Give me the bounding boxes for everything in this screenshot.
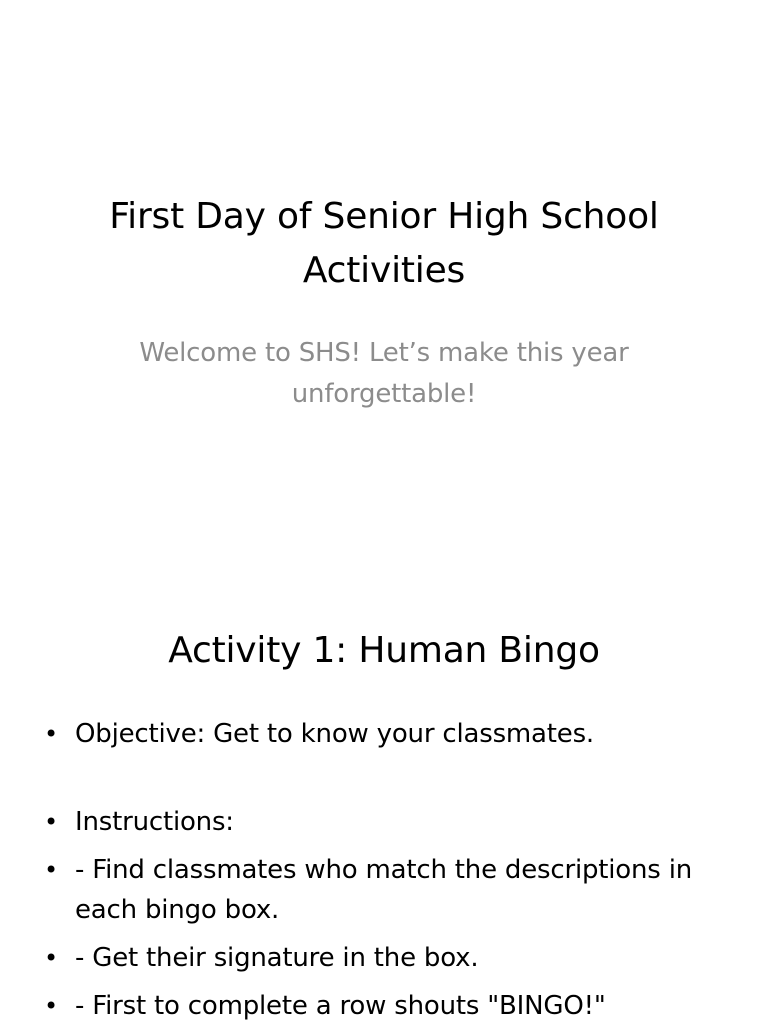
activity-heading: Activity 1: Human Bingo [168, 630, 600, 671]
bullet-list [40, 714, 720, 1024]
bullet-text: - First to complete a row shouts "BINGO!" [75, 991, 606, 1021]
bullet-text: Instructions: [75, 807, 234, 837]
bullet-icon: • [44, 720, 58, 748]
slide-subtitle: Welcome to SHS! Let’s make this year unforgettable! [139, 338, 629, 409]
bullet-icon: • [44, 808, 58, 836]
bullet-icon: • [44, 992, 58, 1020]
bullet-item-bingo [40, 986, 720, 1024]
bullet-icon: • [44, 856, 58, 884]
bullet-item-signature [40, 938, 720, 978]
bullet-text: - Find classmates who match the descriptions in each bingo box. [75, 855, 692, 925]
bullet-icon: • [44, 944, 58, 972]
bullet-text: - Get their signature in the box. [75, 943, 479, 973]
activity-slide [0, 576, 768, 1024]
bullet-item-find-classmates [40, 850, 720, 930]
slide-title: First Day of Senior High School Activities [109, 196, 659, 291]
bullet-item-objective [40, 714, 720, 754]
bullet-item-instructions [40, 802, 720, 842]
bullet-text: Objective: Get to know your classmates. [75, 719, 594, 749]
